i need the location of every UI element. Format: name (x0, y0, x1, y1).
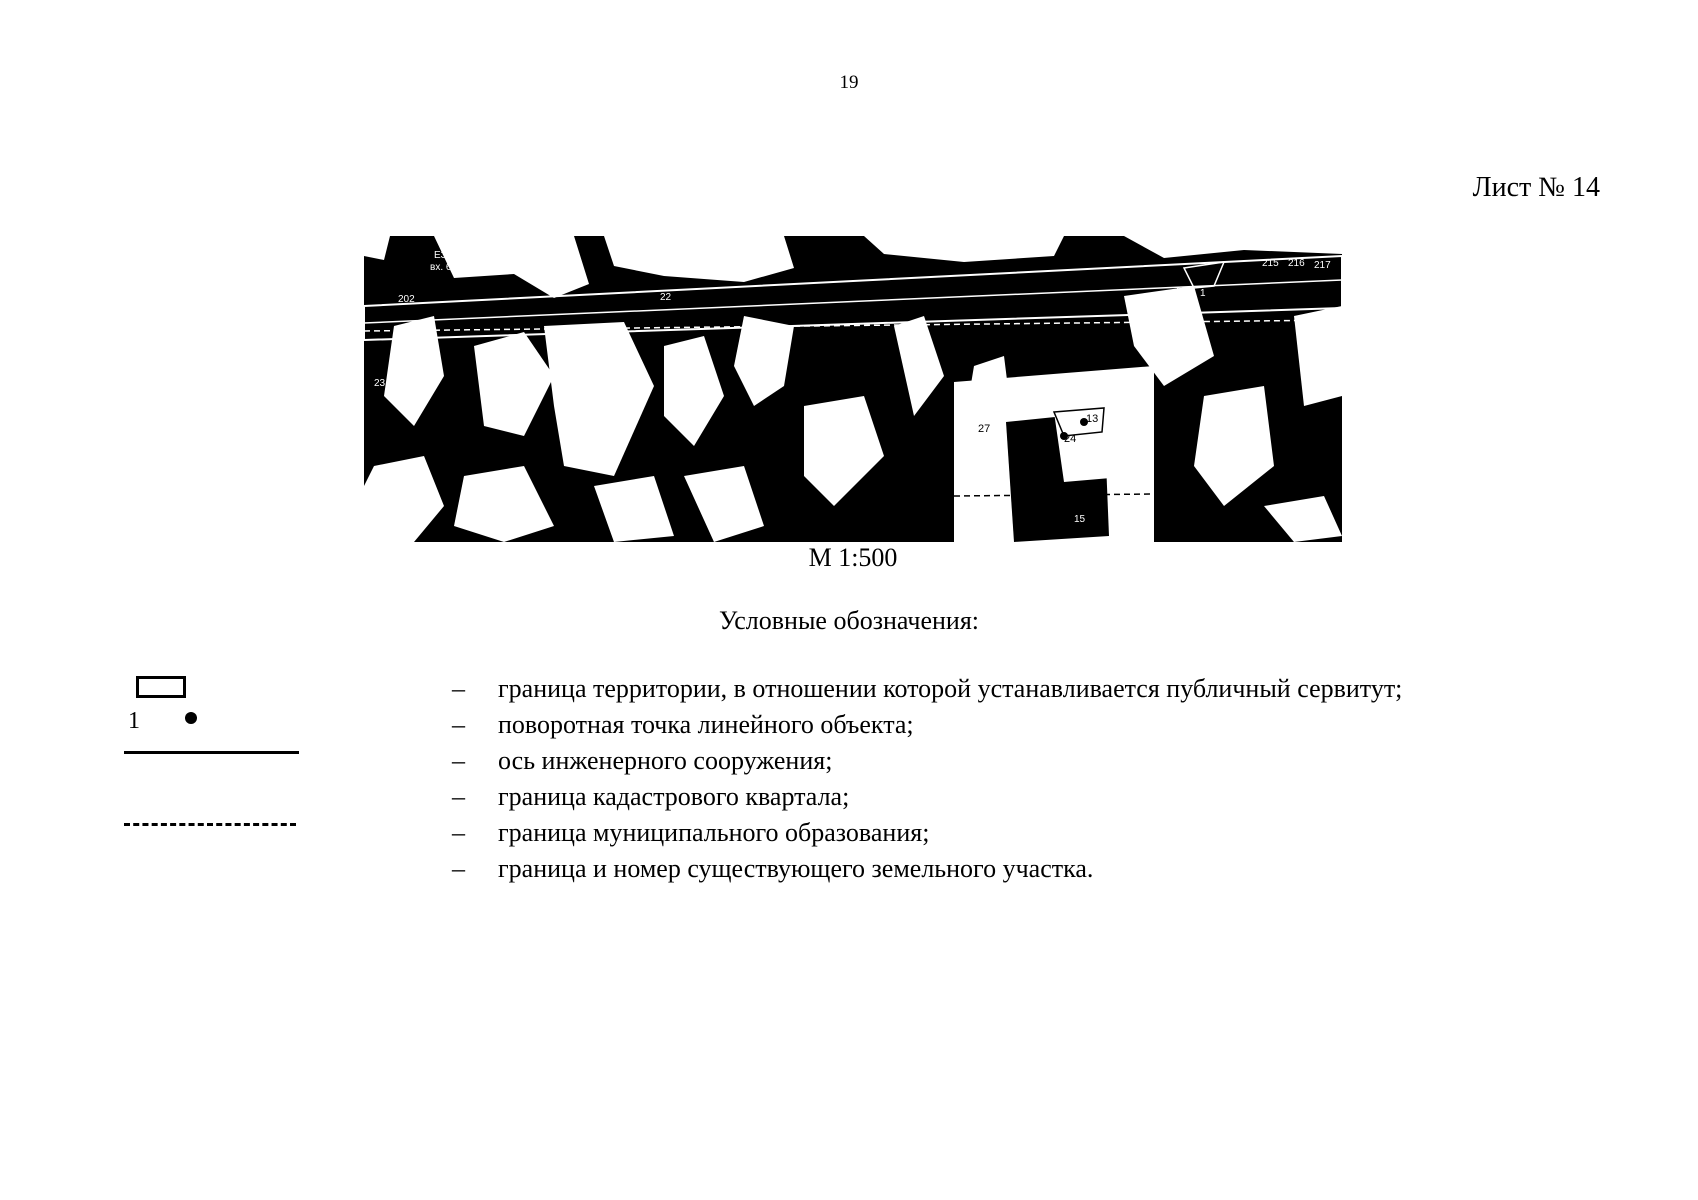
sheet-label: Лист № 14 (1472, 172, 1600, 203)
legend-item-text: граница кадастрового квартала; (498, 782, 850, 811)
legend-item-text: граница территории, в отношении которой устанавливается публичный сервитут; (498, 674, 1403, 703)
legend-title: Условные обозначения: (718, 606, 980, 635)
map-label-point: 215 (1262, 258, 1279, 269)
legend-dash: – (452, 818, 465, 847)
legend-dash: – (452, 782, 465, 811)
map-label-zone: ЕЗП 61:15 0000000:424 (434, 250, 543, 261)
legend-item (452, 746, 832, 776)
cadastral-map (364, 236, 1342, 542)
map-label-point: 15 (1074, 514, 1086, 525)
legend-item (452, 818, 929, 848)
map-label-point: 202 (398, 294, 415, 305)
legend-item (452, 854, 1093, 884)
map-label-point: 23 (374, 378, 386, 389)
map-label-point: 17 (1176, 286, 1188, 297)
legend-item (452, 674, 1402, 704)
map-scale: М 1:500 (808, 543, 898, 572)
legend-symbol-axis-line (124, 751, 299, 754)
legend-dash: – (452, 854, 465, 883)
map-label-point: 4 (1070, 483, 1077, 495)
legend-dash: – (452, 710, 465, 739)
map-label-point: 216 (1288, 258, 1305, 269)
legend-symbol-servitude-boundary (136, 676, 186, 698)
legend-symbol-turning-point (185, 712, 197, 724)
map-label-point: 21 (408, 334, 420, 345)
legend-symbol-municipal-boundary (124, 823, 296, 826)
map-label-point: 217 (1314, 260, 1331, 271)
map-canvas (364, 236, 1342, 542)
map-label-point: 13 (1086, 413, 1099, 425)
map-label-point: 27 (978, 423, 991, 435)
legend-item-text: поворотная точка линейного объекта; (498, 710, 914, 739)
legend-item (452, 782, 849, 812)
map-label-point: 24 (1064, 433, 1077, 445)
legend-item-text: ось инженерного сооружения; (498, 746, 833, 775)
legend-item (452, 710, 914, 740)
map-label-point: 14 (1108, 448, 1120, 459)
legend-item-text: граница и номер существующего земельного участка. (498, 854, 1094, 883)
legend-symbol-point-number: 1 (128, 708, 140, 734)
map-label-zone-sub: вх. 61:15 0602701:5 (430, 262, 521, 273)
page-number: 19 (839, 72, 859, 93)
legend-dash: – (452, 674, 465, 703)
map-label-point: 22 (660, 292, 672, 303)
map-label-point: 16 (991, 516, 1003, 527)
legend-item-text: граница муниципального образования; (498, 818, 930, 847)
map-label-quarter: 61:04 0040301 (576, 364, 643, 375)
map-label-point: 1 (1200, 288, 1206, 299)
legend-dash: – (452, 746, 465, 775)
